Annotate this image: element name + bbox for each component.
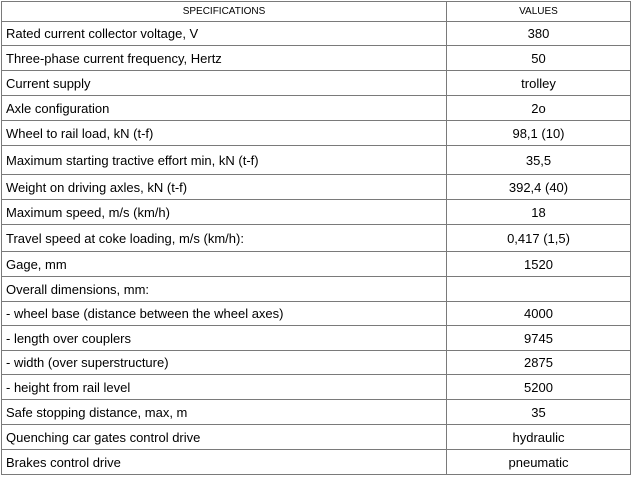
value-cell: 392,4 (40): [447, 175, 631, 200]
spec-cell: Quenching car gates control drive: [2, 425, 447, 450]
header-specifications: SPECIFICATIONS: [2, 2, 447, 22]
table-row: [2, 252, 631, 277]
table-row: [2, 326, 631, 351]
spec-cell: - height from rail level: [2, 375, 447, 400]
table-row: [2, 450, 631, 475]
table-row: [2, 71, 631, 96]
value-cell: 2o: [447, 96, 631, 121]
value-cell: 50: [447, 46, 631, 71]
value-cell: 9745: [447, 326, 631, 351]
spec-cell: Axle configuration: [2, 96, 447, 121]
table-row: [2, 400, 631, 425]
table-body: [2, 22, 631, 475]
spec-cell: Three-phase current frequency, Hertz: [2, 46, 447, 71]
table-row: [2, 351, 631, 375]
value-cell: trolley: [447, 71, 631, 96]
spec-cell: Brakes control drive: [2, 450, 447, 475]
spec-cell: - length over couplers: [2, 326, 447, 351]
header-values: VALUES: [447, 2, 631, 22]
spec-cell: Maximum starting tractive effort min, kN (t-f): [2, 146, 447, 175]
spec-cell: Wheel to rail load, kN (t-f): [2, 121, 447, 146]
table-row: [2, 175, 631, 200]
spec-cell: Maximum speed, m/s (km/h): [2, 200, 447, 225]
table-row: [2, 22, 631, 46]
spec-cell: Weight on driving axles, kN (t-f): [2, 175, 447, 200]
value-cell: 1520: [447, 252, 631, 277]
specifications-table: [1, 1, 631, 475]
table-row: [2, 96, 631, 121]
spec-cell: Current supply: [2, 71, 447, 96]
value-cell: 380: [447, 22, 631, 46]
spec-cell: Overall dimensions, mm:: [2, 277, 447, 302]
spec-cell: Gage, mm: [2, 252, 447, 277]
value-cell: pneumatic: [447, 450, 631, 475]
table-row: [2, 121, 631, 146]
table-row: [2, 46, 631, 71]
value-cell: 18: [447, 200, 631, 225]
value-cell: 5200: [447, 375, 631, 400]
value-cell: 4000: [447, 302, 631, 326]
value-cell: 98,1 (10): [447, 121, 631, 146]
value-cell: hydraulic: [447, 425, 631, 450]
value-cell: 35,5: [447, 146, 631, 175]
table-row: [2, 302, 631, 326]
value-cell: [447, 277, 631, 302]
table-row: [2, 375, 631, 400]
value-cell: 35: [447, 400, 631, 425]
table-row: [2, 200, 631, 225]
spec-cell: - width (over superstructure): [2, 351, 447, 375]
value-cell: 2875: [447, 351, 631, 375]
spec-cell: Safe stopping distance, max, m: [2, 400, 447, 425]
table-row: [2, 277, 631, 302]
spec-cell: Travel speed at coke loading, m/s (km/h):: [2, 225, 447, 252]
spec-cell: Rated current collector voltage, V: [2, 22, 447, 46]
table-header-row: [2, 2, 631, 22]
table-row: [2, 146, 631, 175]
spec-cell: - wheel base (distance between the wheel axes): [2, 302, 447, 326]
table-row: [2, 425, 631, 450]
table-row: [2, 225, 631, 252]
value-cell: 0,417 (1,5): [447, 225, 631, 252]
